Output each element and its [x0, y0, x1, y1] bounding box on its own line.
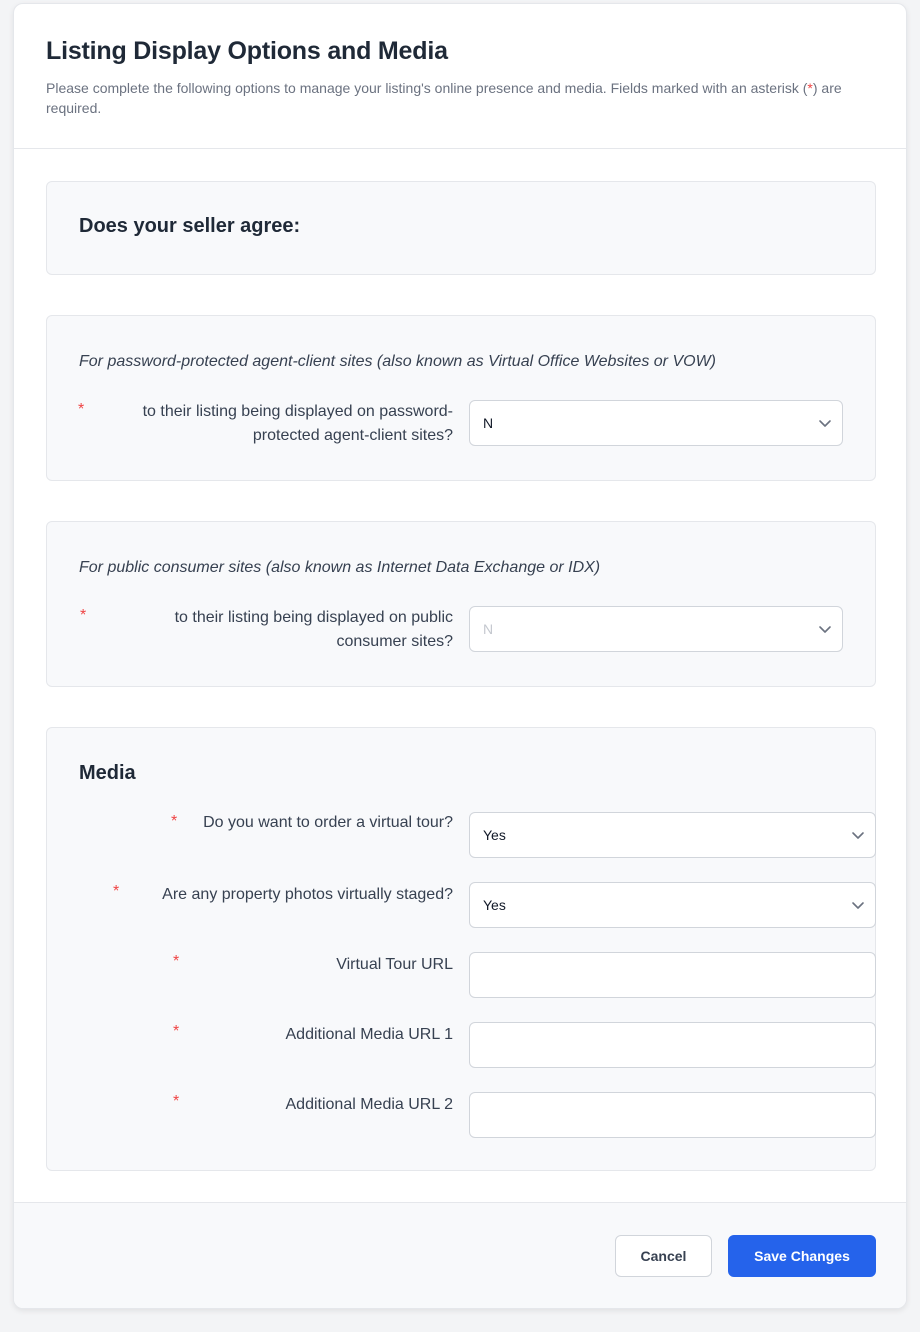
chevron-down-icon [818, 418, 832, 428]
additional-media-1-required-mark: * [173, 1023, 180, 1040]
vow-panel [46, 315, 876, 481]
vow-question-line2: protected agent-client sites? [252, 427, 453, 444]
virtual-tour-order-required-mark: * [171, 813, 178, 830]
additional-media-1-label: Additional Media URL 1 [285, 1026, 453, 1043]
virtually-staged-required-mark: * [113, 883, 120, 900]
virtually-staged-select[interactable] [469, 882, 876, 928]
idx-question-label [175, 606, 453, 654]
additional-media-2-label: Additional Media URL 2 [285, 1096, 453, 1113]
vow-display-select[interactable] [469, 400, 843, 446]
chevron-down-icon [818, 624, 832, 634]
page-description [46, 78, 846, 118]
idx-display-select[interactable] [469, 606, 843, 652]
idx-question-line2: consumer sites? [336, 633, 453, 650]
seller-agree-panel [46, 181, 876, 275]
description-text: Please complete the following options to manage your listing's online presence and media. Fields marked with an asterisk ( [46, 80, 808, 96]
vow-select-value: N [483, 415, 494, 431]
chevron-down-icon [851, 830, 865, 840]
vow-intro: For password-protected agent-client sites (also known as Virtual Office Websites or VOW) [79, 353, 716, 370]
page-title: Listing Display Options and Media [46, 37, 448, 65]
vow-question-line1: to their listing being displayed on password- [142, 403, 453, 420]
vow-question-label [143, 400, 453, 448]
description-text-end: ) are required. [46, 80, 842, 116]
virtual-tour-url-input[interactable] [469, 952, 876, 998]
additional-media-2-required-mark: * [173, 1093, 180, 1110]
idx-panel [46, 521, 876, 687]
virtual-tour-url-label: Virtual Tour URL [336, 956, 453, 973]
virtual-tour-order-label: Do you want to order a virtual tour? [203, 814, 453, 831]
idx-question-line1: to their listing being displayed on public [174, 609, 453, 626]
cancel-button[interactable]: Cancel [615, 1235, 712, 1277]
virtually-staged-label: Are any property photos virtually staged? [162, 886, 453, 903]
media-heading: Media [79, 762, 136, 784]
save-changes-button[interactable]: Save Changes [728, 1235, 876, 1277]
dialog-footer [14, 1202, 906, 1309]
virtual-tour-order-select[interactable] [469, 812, 876, 858]
additional-media-1-input[interactable] [469, 1022, 876, 1068]
listing-display-options-dialog [13, 3, 907, 1309]
vow-required-mark: * [78, 401, 85, 418]
idx-required-mark: * [80, 607, 87, 624]
idx-select-value: N [483, 621, 494, 637]
dialog-header [14, 4, 906, 149]
required-asterisk-legend: * [807, 80, 813, 96]
additional-media-2-input[interactable] [469, 1092, 876, 1138]
idx-intro: For public consumer sites (also known as Internet Data Exchange or IDX) [79, 559, 601, 576]
virtually-staged-value: Yes [483, 897, 506, 913]
virtual-tour-order-value: Yes [483, 827, 506, 843]
seller-agree-heading: Does your seller agree: [79, 215, 301, 237]
virtual-tour-url-required-mark: * [173, 953, 180, 970]
chevron-down-icon [851, 900, 865, 910]
media-panel [46, 727, 876, 1171]
